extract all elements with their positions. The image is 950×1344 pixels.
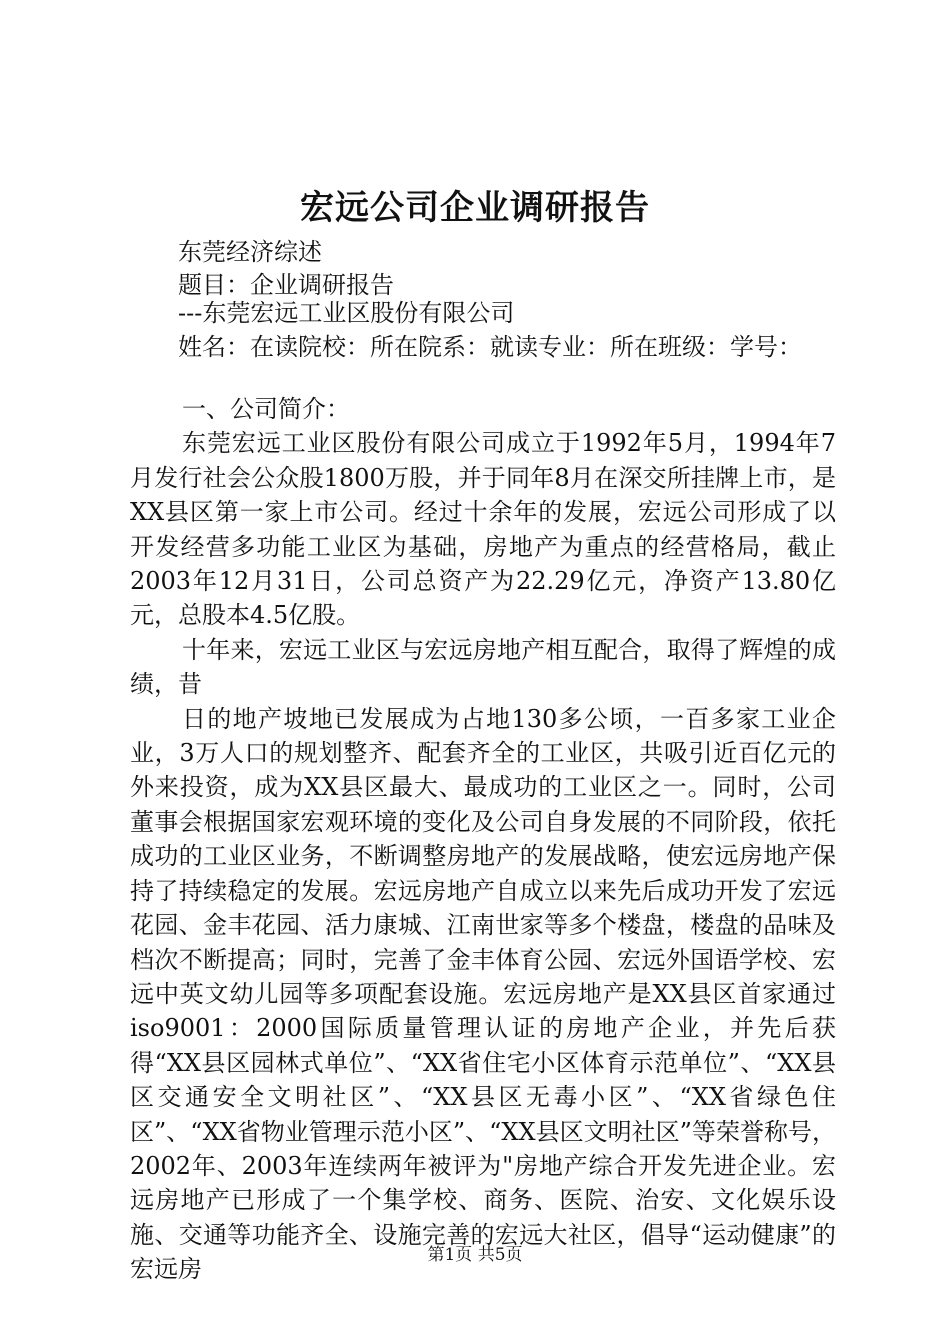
paragraph: 十年来，宏远工业区与宏远房地产相互配合，取得了辉煌的成绩，昔 (130, 635, 836, 699)
document-body (130, 392, 836, 1287)
student-info-line: 姓名：在读院校：所在院系：就读专业：所在班级：学号： (178, 333, 802, 361)
document-title: 宏远公司企业调研报告 (300, 188, 650, 228)
paragraph: 日的地产坡地已发展成为占地130多公顷，一百多家工业企业，3万人口的规划整齐、配套齐全的工业区，共吸引近百亿元的外来投资，成为XX县区最大、最成功的工业区之一。同时，公司董事会根据国家宏观环境的变化及公司自身发展的不同阶段，依托成功的工业区业务，不断调整房地产的发展战略，使宏远房地产保持了持续稳定的发展。宏远房地产自成立以来先后成功开发了宏远花园、金丰花园、活力康城、江南世家等多个楼盘，楼盘的品味及档次不断提高；同时，完善了金丰体育公园、宏远外国语学校、宏远中英文幼儿园等多项配套设施。宏远房地产是XX县区首家通过iso9001：2000国际质量管理认证的房地产企业，并先后获得“XX县区园林式单位”、“XX省住宅小区体育示范单位”、“XX县区交通安全文明社区”、“XX县区无毒小区”、“XX省绿色住区”、“XX省物业管理示范小区”、“XX县区文明社区”等荣誉称号，2002年、2003年连续两年被评为"房地产综合开发先进企业。宏远房地产已形成了一个集学校、商务、医院、治安、文化娱乐设施、交通等功能齐全、设施完善的宏远大社区，倡导“运动健康”的宏远房 (130, 704, 836, 1284)
topic-line: 题目：企业调研报告 (178, 271, 394, 299)
page-footer: 第1页 共5页 (427, 1245, 523, 1265)
company-line: ---东莞宏远工业区股份有限公司 (178, 299, 515, 327)
section-heading: 一、公司简介： (182, 395, 350, 423)
subject-line: 东莞经济综述 (178, 238, 322, 266)
paragraph: 东莞宏远工业区股份有限公司成立于1992年5月，1994年7月发行社会公众股1800万股，并于同年8月在深交所挂牌上市，是XX县区第一家上市公司。经过十余年的发展，宏远公司形成了以开发经营多功能工业区为基础，房地产为重点的经营格局，截止2003年12月31日，公司总资产为22.29亿元，净资产13.80亿元，总股本4.5亿股。 (130, 429, 836, 630)
